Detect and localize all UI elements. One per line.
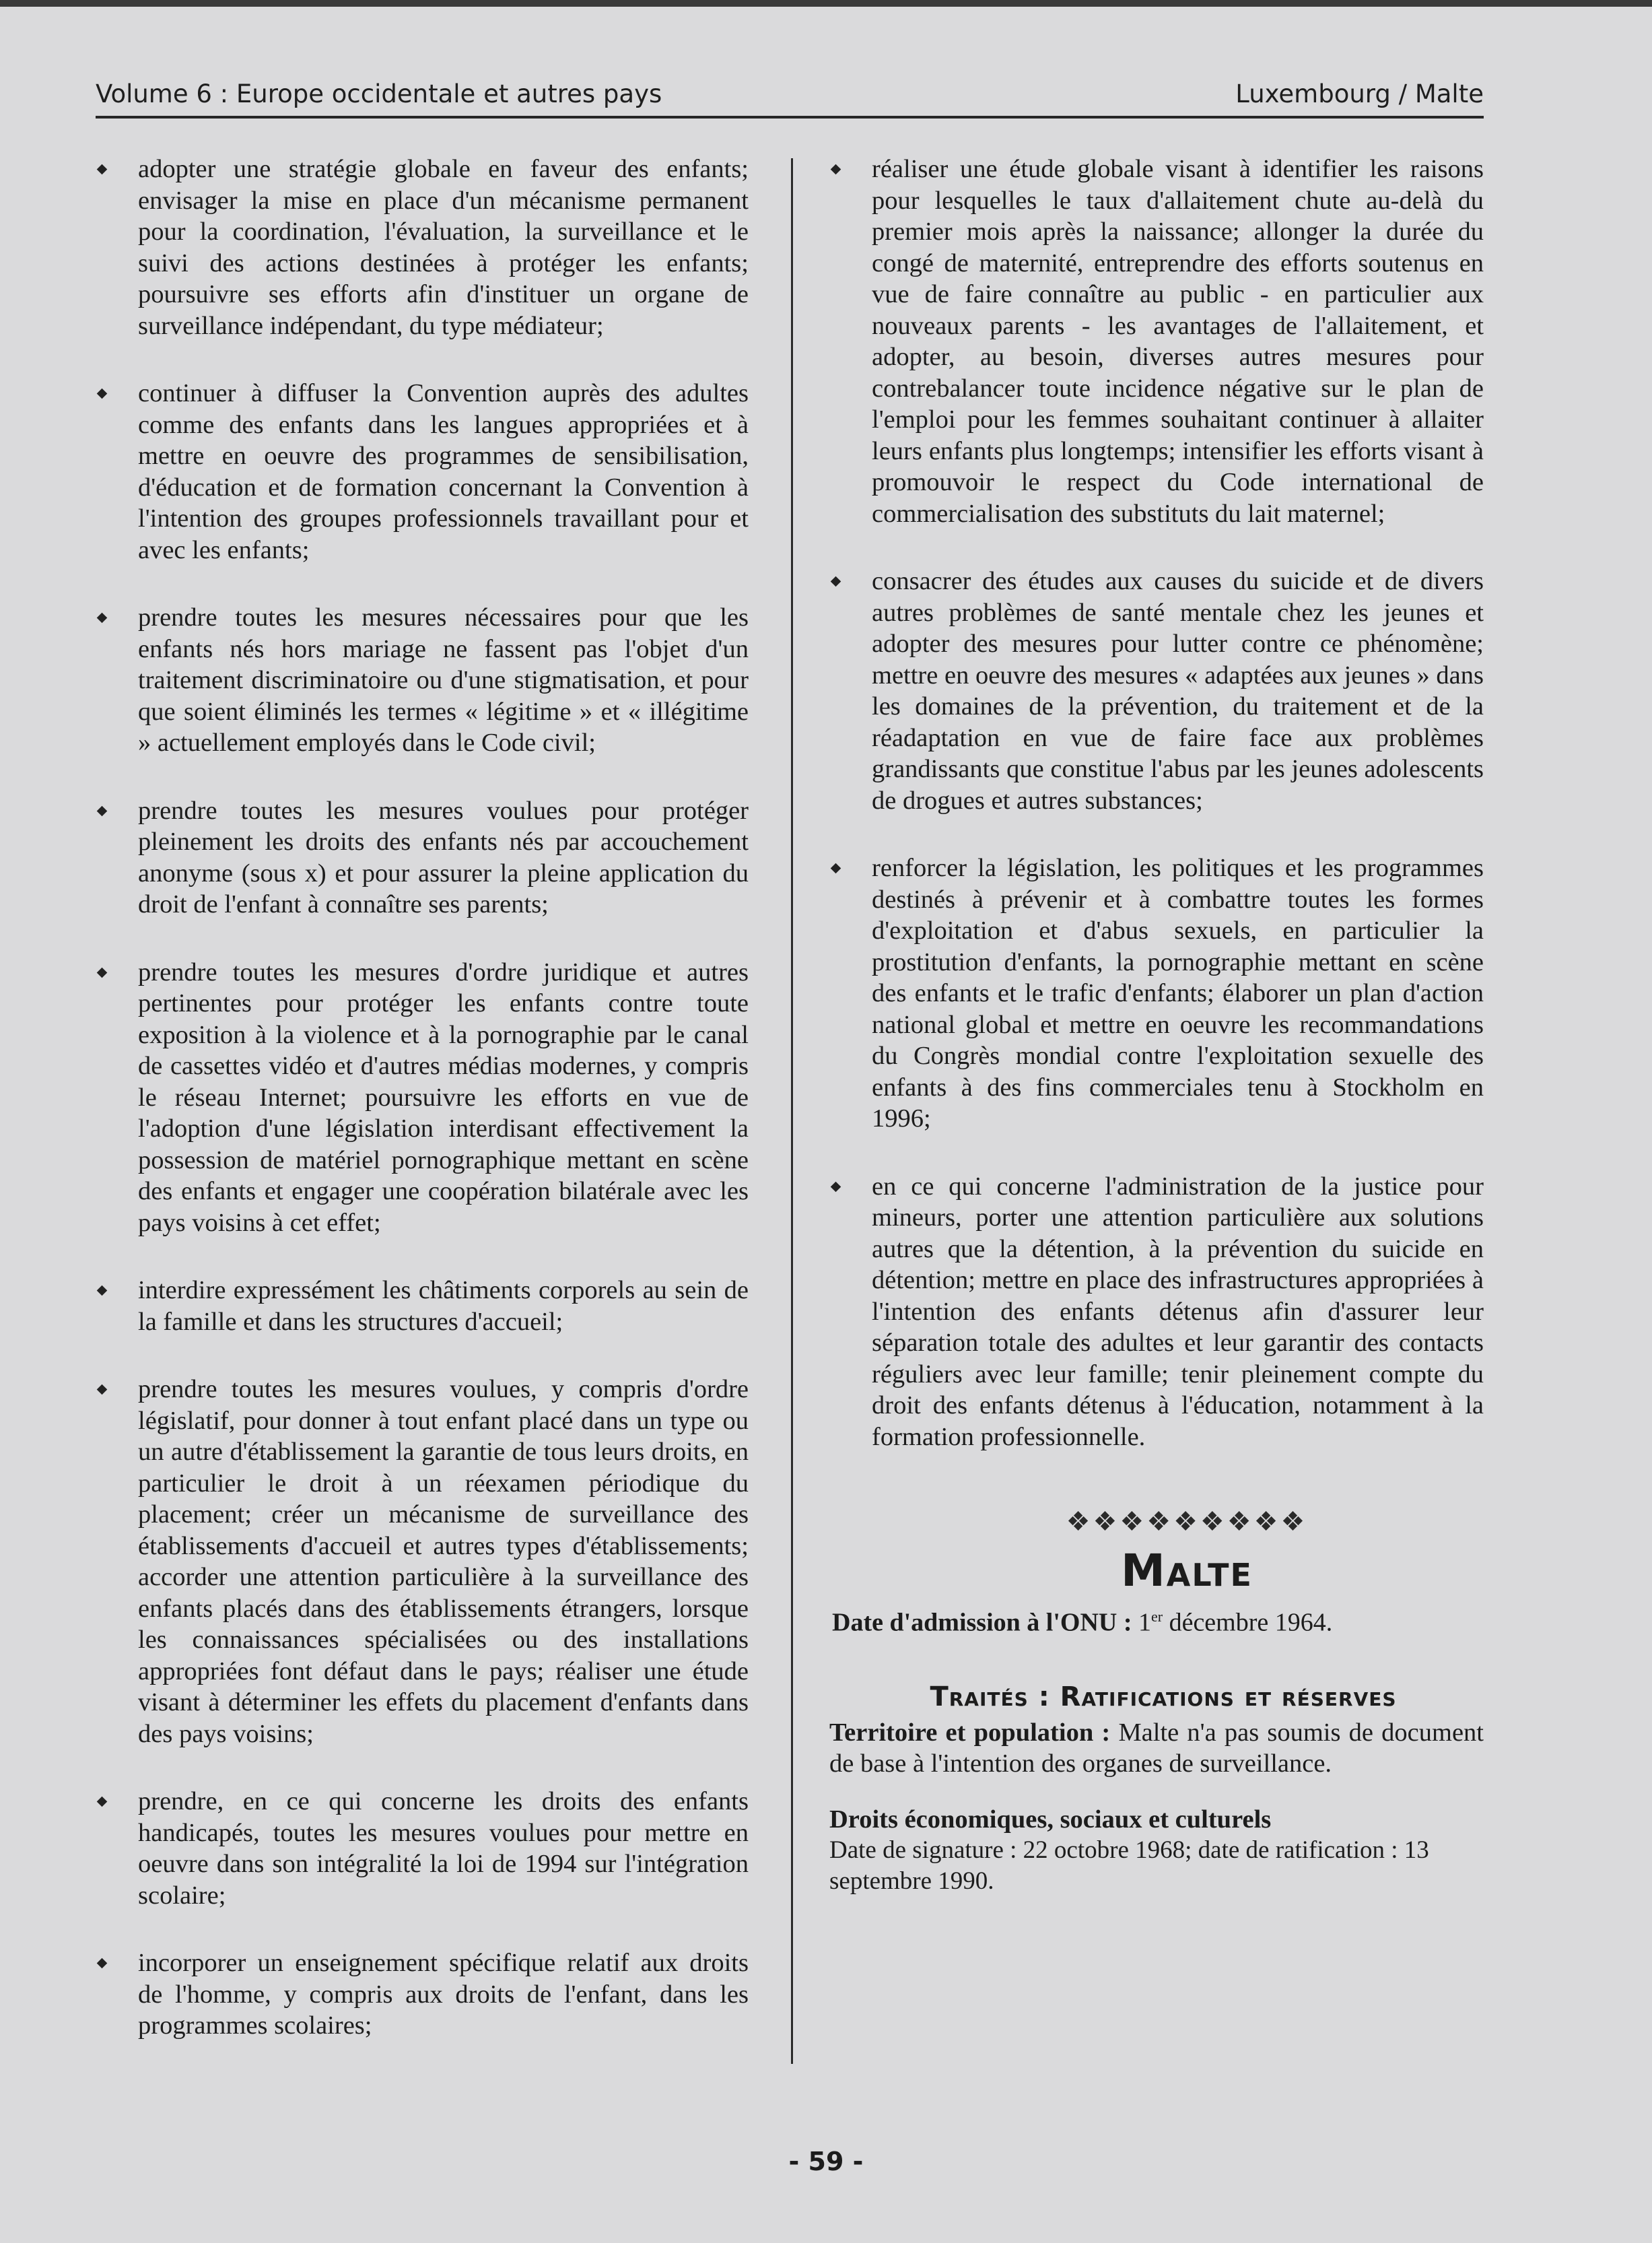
econ-rights-dates: Date de signature : 22 octobre 1968; date de ratification : 13 septembre 1990.	[829, 1836, 1429, 1896]
bullet-diamond-icon	[97, 967, 108, 978]
right-column	[829, 154, 1484, 1897]
recommendation-item	[96, 1786, 749, 1911]
admission-day: 1	[1138, 1608, 1151, 1637]
recommendation-item	[96, 1275, 749, 1337]
treaties-heading: Traités : Ratifications et réserves	[930, 1681, 1397, 1713]
bullet-diamond-icon	[831, 1181, 841, 1192]
header-rule	[96, 116, 1484, 119]
recommendation-item	[96, 154, 749, 341]
admission-label: Date d'admission à l'ONU :	[832, 1608, 1132, 1637]
econ-rights-heading: Droits économiques, sociaux et culturels	[829, 1805, 1272, 1834]
recommendation-item	[96, 1947, 749, 2042]
recommendation-text: en ce qui concerne l'administration de la justice pour mineurs, porter une attention particulière aux solutions autres que la détention, à la prévention du suicide en détention; mettre en place des infrastructures appropriées à l'intention des enfants détenus afin d'assurer leur séparation totale des adultes et leur garantir des contacts réguliers avec leur famille; tenir pleinement compte du droit des enfants détenus à l'éducation, notamment à la formation professionnelle.	[872, 1172, 1484, 1451]
recommendation-item	[96, 378, 749, 566]
recommendation-text: prendre toutes les mesures voulues pour protéger pleinement les droits des enfants nés par accouchement anonyme (sous x) et pour assurer la pleine application du droit de l'enfant à connaître ses parents;	[138, 796, 749, 918]
territory-paragraph	[829, 1717, 1484, 1780]
admission-day-suffix: er	[1150, 1608, 1163, 1625]
recommendation-text: continuer à diffuser la Convention auprès des adultes comme des enfants dans les langues appropriées et à mettre en oeuvre des programmes de sensibilisation, d'éducation et de formation concernant la Convention à l'intention des groupes professionnels travaillant pour et avec les enfants;	[138, 379, 749, 564]
header-volume-title: Volume 6 : Europe occidentale et autres pays	[96, 79, 662, 108]
bullet-diamond-icon	[97, 805, 108, 816]
recommendation-item	[829, 566, 1484, 816]
bullet-diamond-icon	[831, 576, 841, 587]
recommendation-text: renforcer la législation, les politiques et les programmes destinés à prévenir et à combattre toutes les formes d'exploitation et d'abus sexuels, en particulier la prostitution d'enfants, la pornographie mettant en scène des enfants et le trafic d'enfants; élaborer un plan d'action national global et mettre en oeuvre les recommandations du Congrès mondial contre l'exploitation sexuelle des enfants à des fins commerciales tenu à Stockholm en 1996;	[872, 854, 1484, 1133]
recommendation-text: adopter une stratégie globale en faveur des enfants; envisager la mise en place d'un mécanisme permanent pour la coordination, l'évaluation, la surveillance et le suivi des actions destinées à protéger les enfants; poursuivre ses efforts afin d'instituer un organe de surveillance indépendant, du type médiateur;	[138, 155, 749, 340]
admission-date	[832, 1601, 1484, 1638]
bullet-diamond-icon	[97, 1384, 108, 1395]
recommendation-text: prendre toutes les mesures d'ordre juridique et autres pertinentes pour protéger les enfants contre toute exposition à la violence et à la pornographie par le canal de cassettes vidéo et d'autres médias modernes, y compris le réseau Internet; poursuivre les efforts en vue de l'adoption d'une législation interdisant effectivement la possession de matériel pornographique mettant en scène des enfants et engager une coopération bilatérale avec les pays voisins à cet effet;	[138, 958, 749, 1237]
recommendation-text: prendre toutes les mesures nécessaires pour que les enfants nés hors mariage ne fassent pas l'objet d'un traitement discriminatoire ou d'une stigmatisation, et pour que soient éliminés les termes « légitime » et « illégitime » actuellement employés dans le Code civil;	[138, 603, 749, 757]
bullet-diamond-icon	[831, 164, 841, 175]
recommendation-text: prendre, en ce qui concerne les droits des enfants handicapés, toutes les mesures voulues pour mettre en oeuvre dans son intégralité la loi de 1994 sur l'intégration scolaire;	[138, 1787, 749, 1910]
recommendation-item	[829, 154, 1484, 529]
recommendation-text: réaliser une étude globale visant à identifier les raisons pour lesquelles le taux d'allaitement chute au-delà du premier mois après la naissance; allonger la durée du congé de maternité, entreprendre des efforts soutenus en vue de faire connaître au public - en particulier aux nouveaux parents - les avantages de l'allaitement, et adopter, au besoin, diverses autres mesures pour contrebalancer toute incidence négative sur le plan de l'emploi pour les femmes souhaitant continuer à allaiter leurs enfants plus longtemps; intensifier les efforts visant à promouvoir le respect du Code international de commercialisation des substituts du lait maternel;	[872, 155, 1484, 528]
column-divider	[791, 158, 793, 2064]
bullet-diamond-icon	[97, 1797, 108, 1807]
bullet-diamond-icon	[97, 1285, 108, 1296]
recommendation-item	[96, 1374, 749, 1749]
bullet-diamond-icon	[831, 863, 841, 874]
header-country-title: Luxembourg / Malte	[1235, 79, 1484, 108]
territory-label: Territoire et population :	[829, 1718, 1111, 1747]
left-column	[96, 154, 749, 2078]
bullet-diamond-icon	[97, 613, 108, 624]
recommendation-text: incorporer un enseignement spécifique relatif aux droits de l'homme, y compris aux droits de l'enfant, dans les programmes scolaires;	[138, 1949, 749, 2040]
recommendation-item	[96, 795, 749, 920]
bullet-diamond-icon	[97, 389, 108, 399]
scan-edge	[0, 0, 1652, 7]
recommendation-item	[829, 852, 1484, 1135]
recommendation-text: interdire expressément les châtiments corporels au sein de la famille et dans les structures d'accueil;	[138, 1276, 749, 1336]
recommendation-text: prendre toutes les mesures voulues, y compris d'ordre législatif, pour donner à tout enfant placé dans un type ou un autre d'établissement la garantie de tous leurs droits, en particulier le droit à un réexamen périodique du placement; créer un mécanisme de surveillance des établissements d'accueil et autres types d'établissements; accorder une attention particulière à la surveillance des enfants placés dans des établissements étrangers, lorsque les connaissances spécialisées ou des installations appropriées font défaut dans le pays; réaliser une étude visant à déterminer les effets du placement d'enfants dans des pays voisins;	[138, 1375, 749, 1748]
country-heading: Malte	[1121, 1544, 1253, 1597]
admission-month-year: décembre 1964.	[1169, 1608, 1333, 1637]
recommendation-item	[96, 957, 749, 1239]
recommendation-item	[829, 1171, 1484, 1453]
bullet-diamond-icon	[97, 164, 108, 175]
page-number: - 59 -	[788, 2147, 864, 2176]
recommendation-text: consacrer des études aux causes du suicide et de divers autres problèmes de santé mentale chez les jeunes et adopter des mesures pour lutter contre ce phénomène; mettre en oeuvre des mesures « adaptées aux jeunes » dans les domaines de la prévention, du traitement et de la réadaptation en vue de faire face aux problèmes grandissants que constitue l'abus par les jeunes adolescents de drogues et autres substances;	[872, 567, 1484, 815]
recommendation-item	[96, 602, 749, 759]
territory-text: Malte n'a pas soumis de document de base à l'intention des organes de surveillance.	[829, 1718, 1484, 1778]
bullet-diamond-icon	[97, 1958, 108, 1969]
section-ornament: ❖❖❖❖❖❖❖❖❖	[1066, 1506, 1308, 1537]
